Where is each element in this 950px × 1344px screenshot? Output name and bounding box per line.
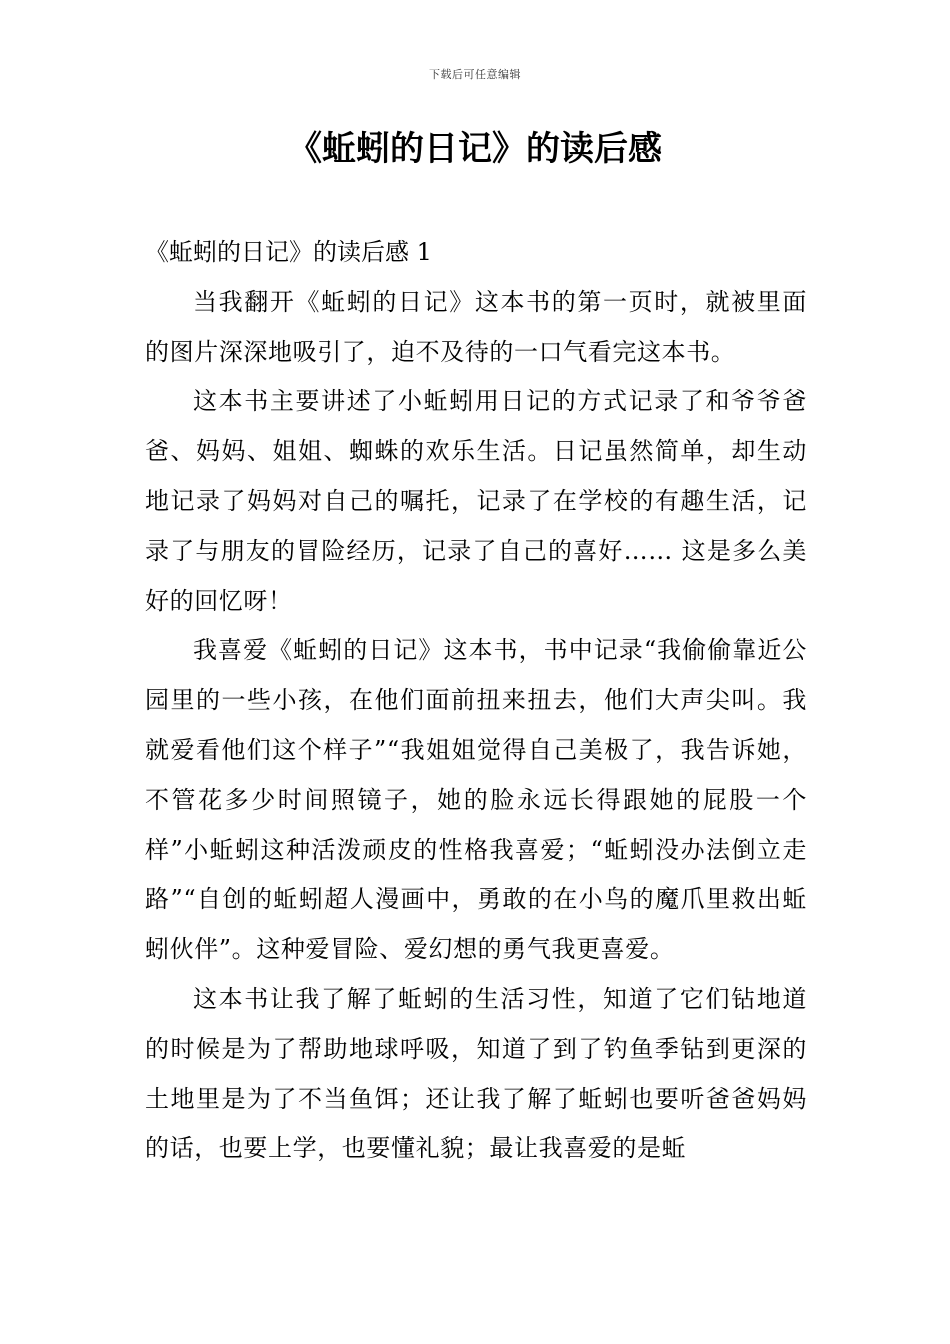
paragraph-1: 当我翻开《蚯蚓的日记》这本书的第一页时，就被里面的图片深深地吸引了，迫不及待的一口气看完这本书。 xyxy=(145,287,807,366)
header-note: 下载后可任意编辑 xyxy=(429,68,521,81)
paragraph-4: 这本书让我了解了蚯蚓的生活习性，知道了它们钻地道的时候是为了帮助地球呼吸，知道了到了钓鱼季钻到更深的土地里是为了不当鱼饵；还让我了解了蚯蚓也要听爸爸妈妈的话，也要上学，也要懂礼貌；最让我喜爱的是蚯 xyxy=(145,984,807,1163)
section-heading: 《蚯蚓的日记》的读后感 1 xyxy=(145,238,432,266)
document-body xyxy=(145,228,807,1174)
document-title: 《蚯蚓的日记》的读后感 xyxy=(288,129,662,169)
paragraph-3: 我喜爱《蚯蚓的日记》这本书，书中记录“我偷偷靠近公园里的一些小孩，在他们面前扭来扭去，他们大声尖叫。我就爱看他们这个样子”“我姐姐觉得自己美极了，我告诉她，不管花多少时间照镜子，她的脸永远长得跟她的屁股一个样”小蚯蚓这种活泼顽皮的性格我喜爱；“蚯蚓没办法倒立走路”“自创的蚯蚓超人漫画中，勇敢的在小鸟的魔爪里救出蚯蚓伙伴”。这种爱冒险、爱幻想的勇气我更喜爱。 xyxy=(145,636,807,964)
paragraph-2: 这本书主要讲述了小蚯蚓用日记的方式记录了和爷爷爸爸、妈妈、姐姐、蜘蛛的欢乐生活。日记虽然简单，却生动地记录了妈妈对自己的嘱托，记录了在学校的有趣生活，记录了与朋友的冒险经历，记录了自己的喜好…… 这是多么美好的回忆呀！ xyxy=(145,387,807,615)
